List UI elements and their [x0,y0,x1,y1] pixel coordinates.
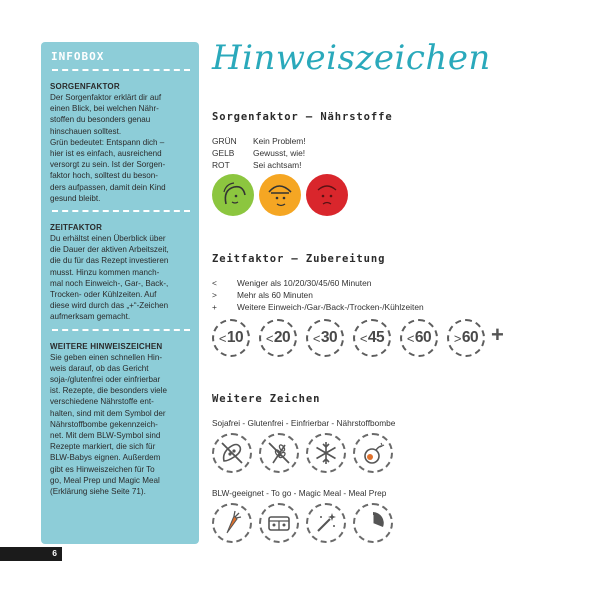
section-heading: ZEITFAKTOR [50,223,103,233]
badge-symbol: < [312,330,320,346]
badge-symbol: > [453,330,461,346]
section-title-weitere: Weitere Zeichen [212,393,321,405]
symbol-less-than: < [212,278,217,288]
badge-symbol: < [218,330,226,346]
icons-row1-label: Sojafrei - Glutenfrei - Einfrierbar - Nährstoffbombe [212,418,396,428]
yellow-face-icon [259,174,301,216]
text-line: hier ist es einfach, ausreichend [50,149,162,159]
text-line: ist. Rezepte, die besonders viele [50,386,167,396]
infobox-title: INFOBOX [51,50,105,63]
divider [52,329,190,331]
icons-row2-label: BLW-geeignet - To go - Magic Meal - Meal Prep [212,488,387,498]
time-badge-lt-45 [353,319,391,357]
divider [52,69,190,71]
text-line: Nährstoffbombe gekennzeich- [50,419,158,429]
time-badge-lt-30 [306,319,344,357]
text-line: Rezepte markiert, die sich für [50,442,156,452]
section-body [50,233,192,323]
text-line: net. Mit dem BLW-Symbol sind [50,431,161,441]
badge-number: 60 [414,329,432,346]
red-face-icon [306,174,348,216]
divider [52,210,190,212]
time-row-text: Weniger als 10/20/30/45/60 Minuten [237,278,372,288]
badge-number: 30 [320,329,338,346]
text-line: gesund bleibt. [50,193,101,203]
page-title: Hinweiszeichen [212,38,491,78]
legend-key: ROT [212,160,230,170]
text-line: Grün bedeutet: Entspann dich – [50,137,165,147]
section-body [50,352,192,498]
text-line: BLW-Babys eignen. Außerdem [50,453,161,463]
badge-number: 60 [461,329,479,346]
lunchbox-icon [259,503,299,543]
legend-key: GELB [212,148,235,158]
time-row-text: Mehr als 60 Minuten [237,290,313,300]
text-line: Du erhältst einen Überblick über [50,234,166,244]
time-badge-lt-10 [212,319,250,357]
text-line: stoffen du besonders genau [50,115,151,125]
time-badge-gt-60 [447,319,485,357]
section-heading: SORGENFAKTOR [50,82,120,91]
time-row-text: Weitere Einweich-/Gar-/Back-/Trocken-/Kühlzeiten [237,302,424,312]
nutrient-bomb-icon [353,433,393,473]
legend-value: Gewusst, wie! [253,148,306,158]
infobox-section-zeitfaktor [50,222,192,323]
section-heading: WEITERE HINWEISZEICHEN [50,341,163,351]
text-line: aufmerksam gemacht. [50,312,131,322]
badge-symbol: < [265,330,273,346]
text-line: soja-/glutenfrei oder einfrierbar [50,375,161,385]
text-line: faktor hoch, solltest du beson- [50,171,158,181]
text-line: verschiedene Nährstoffe ent- [50,397,154,407]
text-line: die Dauer der aktiven Arbeitszeit, [50,245,169,255]
soy-free-icon [212,433,252,473]
badge-symbol: < [359,330,367,346]
time-badge-lt-20 [259,319,297,357]
clock-icon [353,503,393,543]
time-badge-lt-60 [400,319,438,357]
green-face-icon [212,174,254,216]
infobox-section-sorgenfaktor [50,81,192,204]
text-line: mal noch Einweich-, Gar-, Back-, [50,278,169,288]
badge-number: 20 [273,329,291,346]
text-line: musst. Hinzu kommen manch- [50,267,160,277]
text-line: die du für das Rezept investieren [50,256,169,266]
text-line: einen Blick, bei welchen Nähr- [50,104,159,114]
text-line: diese wird durch das „+“-Zeichen [50,301,169,311]
text-line: versorgt zu sein. Ist der Sorgen- [50,160,166,170]
badge-symbol: < [406,330,414,346]
text-line: go, Meal Prep und Magic Meal [50,475,160,485]
symbol-plus: + [212,302,217,312]
plus-sign: + [491,322,504,347]
section-title-zeitfaktor: Zeitfaktor – Zubereitung [212,253,386,265]
text-line: Sie geben einen schnellen Hin- [50,352,163,362]
infobox-section-hinweiszeichen [50,341,192,498]
text-line: hinschauen solltest. [50,126,122,136]
carrot-icon [212,503,252,543]
text-line: Trocken- oder Kühlzeiten. Auf [50,290,157,300]
section-body [50,92,192,204]
page-number-tab [0,547,62,561]
gluten-free-icon [259,433,299,473]
infobox [41,42,199,544]
legend-key: GRÜN [212,136,237,146]
text-line: (Erklärung siehe Seite 71). [50,487,146,497]
symbol-greater-than: > [212,290,217,300]
page-number: 6 [52,548,57,558]
badge-number: 45 [367,329,385,346]
text-line: ders aufpassen, damit dein Kind [50,182,166,192]
legend-value: Kein Problem! [253,136,306,146]
section-title-sorgenfaktor: Sorgenfaktor – Nährstoffe [212,111,393,123]
text-line: Der Sorgenfaktor erklärt dir auf [50,93,162,102]
legend-value: Sei achtsam! [253,160,302,170]
text-line: gibt es Hinweiszeichen für To [50,464,155,474]
text-line: halten, sind mit dem Symbol der [50,408,166,418]
badge-number: 10 [226,329,244,346]
snowflake-icon [306,433,346,473]
text-line: weis darauf, ob das Gericht [50,363,149,373]
magic-wand-icon [306,503,346,543]
